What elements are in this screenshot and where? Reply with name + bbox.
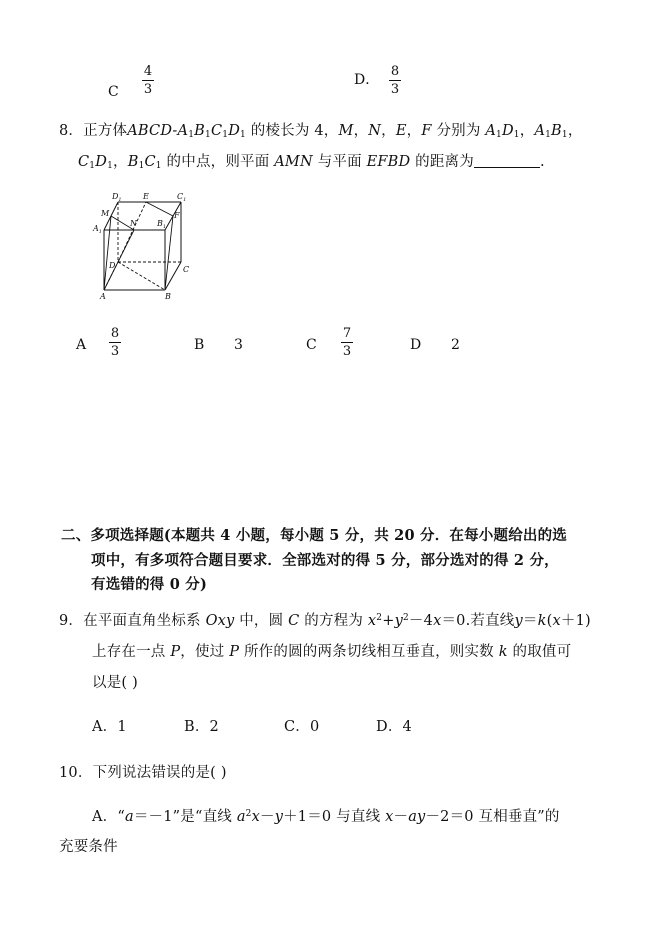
prev-option-c-label: C	[108, 84, 119, 100]
segment-DB	[118, 262, 165, 290]
label-N: N	[130, 219, 137, 228]
label-C: C	[183, 265, 190, 274]
label-M: M	[101, 209, 110, 218]
cube-figure	[88, 188, 198, 304]
q8-option-d-label: D	[410, 337, 422, 353]
q10-option-a-line-2: 充要条件	[59, 839, 118, 855]
segment-EF	[146, 202, 173, 216]
answer-blank[interactable]	[474, 153, 540, 168]
q8-option-d-value: 2	[451, 337, 460, 353]
q8-option-c-label: C	[306, 337, 317, 353]
q8-line-2: $C_1D_1$，$B_1C_1$ 的中点，则平面 AMN 与平面 EFBD 的距离为 .	[78, 154, 545, 171]
q9-option-b: B．2	[184, 719, 219, 735]
label-A: A	[100, 292, 106, 301]
q8-line-1: 8．正方体ABCD-$A_1B_1C_1D_1$ 的棱长为 4，M，N，E，F 分别为 $A_1D_1$，$A_1B_1$，	[59, 123, 583, 140]
q9-line-3: 以是( )	[92, 675, 138, 691]
q10-option-a-line-1: A．“a＝－1”是“直线 $a^2x-y+1=0$ 与直线 x－ay－2＝0 互相垂直”的	[92, 809, 560, 825]
label-D: D	[109, 261, 116, 270]
prev-option-d-fraction: 8 3	[390, 64, 400, 97]
q8-option-b-value: 3	[234, 337, 243, 353]
label-E: E	[143, 192, 149, 201]
q8-option-a-label: A	[76, 337, 87, 353]
q9-option-a: A．1	[92, 719, 127, 735]
q8-option-a-fraction: 8 3	[110, 326, 120, 359]
label-B1: $B_1$	[157, 219, 167, 230]
label-A1: $A_1$	[93, 224, 102, 235]
q9-option-c: C．0	[284, 719, 320, 735]
prev-option-c-fraction: 4 3	[143, 64, 153, 97]
q8-option-c-fraction: 7 3	[342, 326, 352, 359]
q10-stem: 10．下列说法错误的是( )	[59, 765, 227, 781]
q9-line-2: 上存在一点 P，使过 P 所作的圆的两条切线相互垂直，则实数 k 的取值可	[92, 644, 572, 660]
section-2-line-3: 有选错的得 0 分)	[91, 576, 208, 593]
q9-option-d: D．4	[376, 719, 412, 735]
label-D1: $D_1$	[112, 192, 122, 203]
q8-option-b-label: B	[194, 337, 205, 353]
section-2-line-1: 二、多项选择题(本题共 4 小题，每小题 5 分，共 20 分．在每小题给出的选	[61, 527, 568, 544]
label-C1: $C_1$	[177, 192, 187, 203]
label-B: B	[165, 292, 171, 301]
section-2-line-2: 项中，有多项符合题目要求．全部选对的得 5 分，部分选对的得 2 分，	[91, 552, 559, 569]
prev-option-d-label: D．	[354, 72, 380, 88]
label-F: F	[174, 211, 180, 220]
q9-line-1: 9．在平面直角坐标系 Oxy 中，圆 C 的方程为 $x^2+y^2-4x=0$.若直线y＝k(x＋1)	[59, 613, 591, 629]
